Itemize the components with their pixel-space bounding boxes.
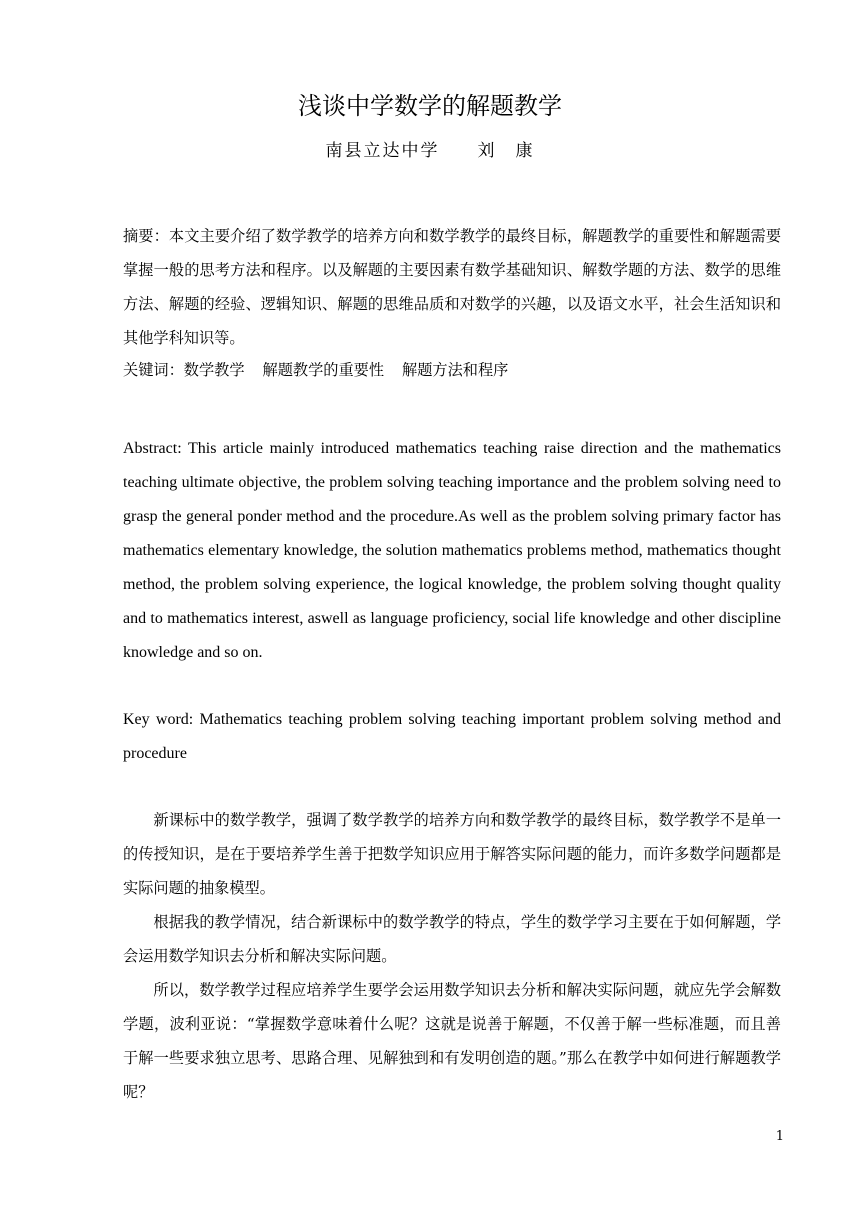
page-number: 1 bbox=[775, 1129, 784, 1144]
abstract-chinese-text: 摘要：本文主要介绍了数学教学的培养方向和数学教学的最终目标，解题教学的重要性和解题需要掌握一般的思考方法和程序。以及解题的主要因素有数学基础知识、解数学题的方法、数学的思维方法、解题的经验、逻辑知识、解题的思维品质和对数学的兴趣，以及语文水平，社会生活知识和其他学科知识等。 bbox=[123, 227, 781, 347]
keywords-english-text: Key word: Mathematics teaching problem solving teaching important problem solving method and procedure bbox=[123, 711, 781, 762]
keyword-item: 解题方法和程序 bbox=[402, 361, 509, 379]
body-paragraph: 所以，数学教学过程应培养学生要学会运用数学知识去分析和解决实际问题，就应先学会解数学题，波利亚说：“掌握数学意味着什么呢？这就是说善于解题，不仅善于解一些标准题，而且善于解一些要求独立思考、思路合理、见解独到和有发明创造的题。”那么在教学中如何进行解题教学呢？ bbox=[123, 981, 781, 1101]
body-text bbox=[123, 803, 781, 1109]
abstract-chinese bbox=[123, 219, 781, 355]
body-paragraph: 根据我的教学情况，结合新课标中的数学教学的特点，学生的数学学习主要在于如何解题，学会运用数学知识去分析和解决实际问题。 bbox=[123, 913, 781, 965]
keywords-label: 关键词： bbox=[123, 361, 184, 379]
author-name: 刘 康 bbox=[477, 141, 535, 161]
keyword-item: 解题教学的重要性 bbox=[262, 361, 384, 379]
body-paragraph: 新课标中的数学教学，强调了数学教学的培养方向和数学教学的最终目标，数学教学不是单一的传授知识，是在于要培养学生善于把数学知识应用于解答实际问题的能力，而许多数学问题都是实际问题的抽象模型。 bbox=[123, 811, 781, 897]
abstract-english bbox=[123, 432, 781, 670]
keywords-english bbox=[123, 703, 781, 771]
document-title: 浅谈中学数学的解题教学 bbox=[298, 92, 562, 120]
keyword-item: 数学教学 bbox=[183, 361, 245, 379]
author-line bbox=[0, 138, 860, 164]
author-school: 南县立达中学 bbox=[325, 141, 440, 161]
abstract-english-text: Abstract: This article mainly introduced mathematics teaching raise direction and the mathematics teaching ultimate objective, the problem solving teaching importance and the problem solving need to grasp the general ponder method and the procedure.As well as the problem solving primary factor has mathematics elementary knowledge, the solution mathematics problems method, mathematics thought method, the problem solving experience, the logical knowledge, the problem solving thought quality and to mathematics interest, aswell as language proficiency, social life knowledge and other discipline knowledge and so on. bbox=[123, 440, 781, 661]
keywords-chinese bbox=[123, 353, 781, 387]
